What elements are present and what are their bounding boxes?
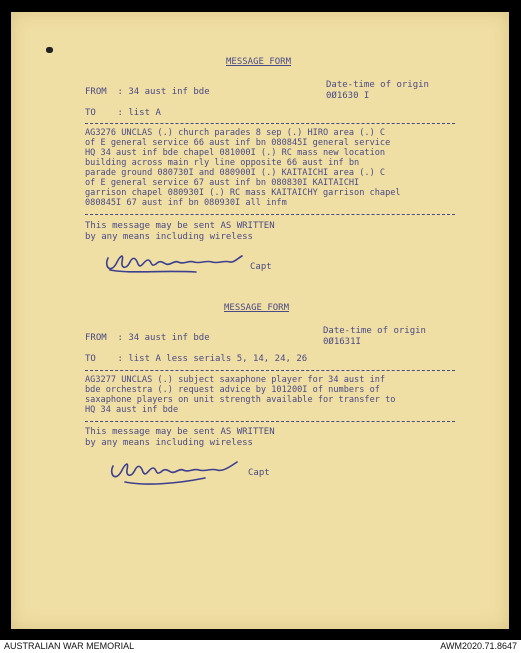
institution-caption: AUSTRALIAN WAR MEMORIAL xyxy=(4,641,135,651)
form2-dto-label: Date-time of origin xyxy=(323,326,426,336)
form1-dto-value: 0Ø1630 I xyxy=(326,91,370,101)
form1-body-line: 080845I 67 aust inf bn 080930I all infm xyxy=(85,198,287,208)
form1-bottom-divider xyxy=(85,214,455,215)
form1-body-line: of E general service 66 aust inf bn 080845I general service xyxy=(85,138,391,148)
form1-from: FROM : 34 aust inf bde xyxy=(85,87,210,97)
form2-footer-line: by any means including wireless xyxy=(85,438,253,448)
form2-title: MESSAGE FORM xyxy=(224,303,290,313)
form2-body-line: HQ 34 aust inf bde xyxy=(85,405,179,415)
form2-body-line: bde orchestra (.) request advice by 101200I of numbers of xyxy=(85,385,380,395)
form2-footer-line: This message may be sent AS WRITTEN xyxy=(85,427,275,437)
form1-rank: Capt xyxy=(250,262,272,272)
form2-body-line: AG3277 UNCLAS (.) subject saxaphone player for 34 aust inf xyxy=(85,375,386,385)
form1-body-line: of E general service 67 aust inf bn 080830I KAITAICHI xyxy=(85,178,360,188)
form1-body-line: HQ 34 aust inf bde chapel 081000I (.) RC mass new location xyxy=(85,148,386,158)
form2-dto-value: 0Ø1631I xyxy=(323,337,361,347)
accession-number: AWM2020.71.8647 xyxy=(440,641,517,651)
form2-from: FROM : 34 aust inf bde xyxy=(85,333,210,343)
form1-to: TO : list A xyxy=(85,108,161,118)
form1-title: MESSAGE FORM xyxy=(226,57,292,67)
form2-to: TO : list A less serials 5, 14, 24, 26 xyxy=(85,354,308,364)
form1-footer-line: by any means including wireless xyxy=(85,232,253,242)
form2-top-divider xyxy=(85,370,455,371)
form1-body-line: AG3276 UNCLAS (.) church parades 8 sep (.) HIRO area (.) C xyxy=(85,128,386,138)
document-page xyxy=(11,12,509,629)
form2-bottom-divider xyxy=(85,421,455,422)
form2-rank: Capt xyxy=(248,468,270,478)
form2-body-line: saxaphone players on unit strength available for transfer to xyxy=(85,395,396,405)
form1-top-divider xyxy=(85,123,455,124)
form1-body-line: building across main rly line opposite 66 aust inf bn xyxy=(85,158,360,168)
form1-footer-line: This message may be sent AS WRITTEN xyxy=(85,221,275,231)
form2-signature xyxy=(105,452,255,488)
form1-body-line: parade ground 080730I and 080900I (.) KAITAICHI area (.) C xyxy=(85,168,386,178)
form1-signature xyxy=(100,244,260,278)
form1-body-line: garrison chapel 080930I (.) RC mass KAITAICHY garrison chapel xyxy=(85,188,401,198)
form1-dto-label: Date-time of origin xyxy=(326,80,429,90)
paper-blemish xyxy=(46,47,53,53)
